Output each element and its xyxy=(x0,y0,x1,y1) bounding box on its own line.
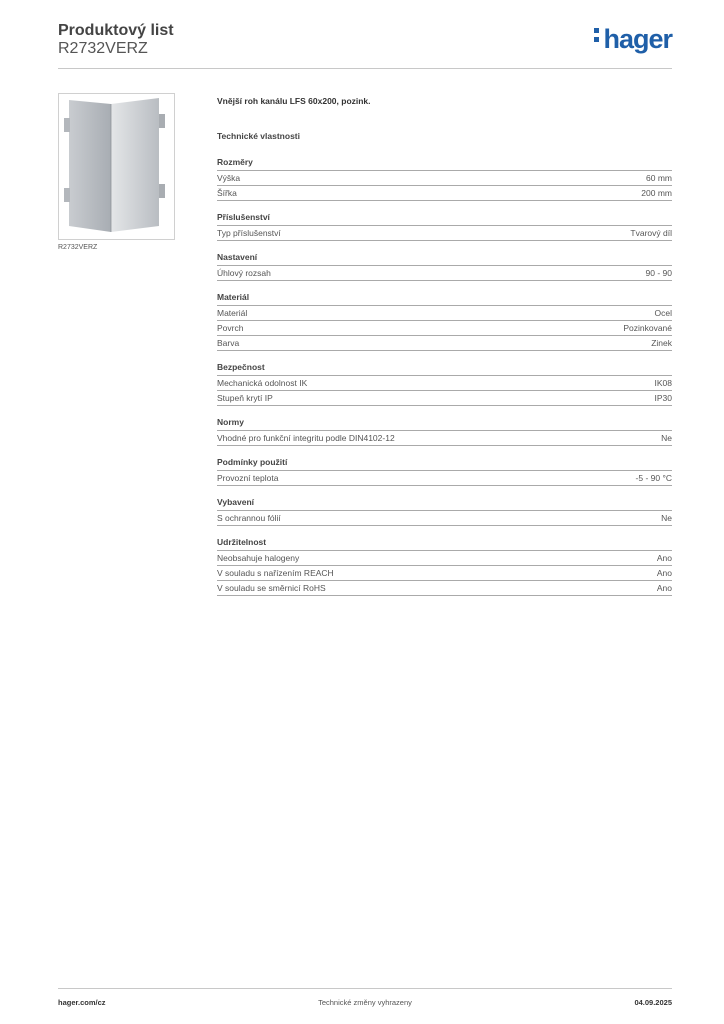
section-prislusenstvi xyxy=(217,212,672,241)
spec-row xyxy=(217,511,672,526)
spec-value: Zinek xyxy=(651,338,672,348)
logo-text: hager xyxy=(603,24,672,54)
spec-label: Provozní teplota xyxy=(217,473,279,483)
header-divider xyxy=(58,68,672,69)
page-header xyxy=(58,22,672,68)
spec-content xyxy=(217,96,672,607)
spec-label: Barva xyxy=(217,338,240,348)
section-title: Podmínky použití xyxy=(217,457,672,471)
spec-row xyxy=(217,306,672,321)
spec-value: 60 mm xyxy=(646,173,672,183)
spec-row xyxy=(217,336,672,351)
tech-title: Technické vlastnosti xyxy=(217,131,300,141)
section-rozmery xyxy=(217,157,672,201)
spec-label: Úhlový rozsah xyxy=(217,268,271,278)
spec-row xyxy=(217,321,672,336)
spec-label: V souladu s nařízením REACH xyxy=(217,568,334,578)
section-title: Příslušenství xyxy=(217,212,672,226)
spec-label: S ochrannou fólií xyxy=(217,513,281,523)
logo-dots-icon xyxy=(594,24,600,46)
spec-value: Ano xyxy=(656,553,672,563)
hager-logo xyxy=(594,24,672,55)
product-code: R2732VERZ xyxy=(58,40,148,57)
cable-duct-corner-icon xyxy=(59,94,174,239)
footer-website-link[interactable]: hager.com/cz xyxy=(58,998,106,1007)
spec-value: Ano xyxy=(656,568,672,578)
section-nastaveni xyxy=(217,252,672,281)
section-material xyxy=(217,292,672,351)
spec-value: 90 - 90 xyxy=(645,268,672,278)
spec-row xyxy=(217,171,672,186)
spec-row xyxy=(217,186,672,201)
document-title: Produktový list xyxy=(58,22,174,39)
section-title: Bezpečnost xyxy=(217,362,672,376)
section-bezpecnost xyxy=(217,362,672,406)
section-title: Udržitelnost xyxy=(217,537,672,551)
spec-row xyxy=(217,581,672,596)
footer-disclaimer: Technické změny vyhrazeny xyxy=(318,998,412,1007)
spec-label: Typ příslušenství xyxy=(217,228,281,238)
spec-label: V souladu se směrnicí RoHS xyxy=(217,583,326,593)
spec-value: IP30 xyxy=(654,393,672,403)
section-udrzitelnost xyxy=(217,537,672,596)
spec-row xyxy=(217,551,672,566)
section-title: Normy xyxy=(217,417,672,431)
section-title: Rozměry xyxy=(217,157,672,171)
spec-row xyxy=(217,566,672,581)
spec-label: Povrch xyxy=(217,323,244,333)
spec-row xyxy=(217,431,672,446)
spec-value: Ne xyxy=(661,513,672,523)
spec-row xyxy=(217,391,672,406)
footer-divider xyxy=(58,988,672,989)
spec-label: Mechanická odolnost IK xyxy=(217,378,308,388)
spec-value: Tvarový díl xyxy=(630,228,672,238)
image-caption: R2732VERZ xyxy=(58,244,98,251)
section-title: Nastavení xyxy=(217,252,672,266)
spec-value: 200 mm xyxy=(641,188,672,198)
product-description: Vnější roh kanálu LFS 60x200, pozink. xyxy=(217,96,371,106)
spec-label: Materiál xyxy=(217,308,248,318)
spec-value: Pozinkované xyxy=(623,323,672,333)
spec-label: Neobsahuje halogeny xyxy=(217,553,300,563)
product-image xyxy=(58,93,175,240)
spec-value: Ocel xyxy=(654,308,672,318)
spec-row xyxy=(217,226,672,241)
section-title: Vybavení xyxy=(217,497,672,511)
spec-label: Výška xyxy=(217,173,241,183)
spec-value: IK08 xyxy=(654,378,672,388)
section-vybaveni xyxy=(217,497,672,526)
footer-date: 04.09.2025 xyxy=(634,998,672,1007)
spec-label: Šířka xyxy=(217,188,237,198)
spec-row xyxy=(217,376,672,391)
spec-value: -5 - 90 °C xyxy=(635,473,672,483)
section-normy xyxy=(217,417,672,446)
spec-label: Vhodné pro funkční integritu podle DIN4102-12 xyxy=(217,433,395,443)
spec-label: Stupeň krytí IP xyxy=(217,393,273,403)
spec-value: Ne xyxy=(661,433,672,443)
spec-row xyxy=(217,266,672,281)
spec-value: Ano xyxy=(656,583,672,593)
section-podminky-pouziti xyxy=(217,457,672,486)
spec-row xyxy=(217,471,672,486)
section-title: Materiál xyxy=(217,292,672,306)
